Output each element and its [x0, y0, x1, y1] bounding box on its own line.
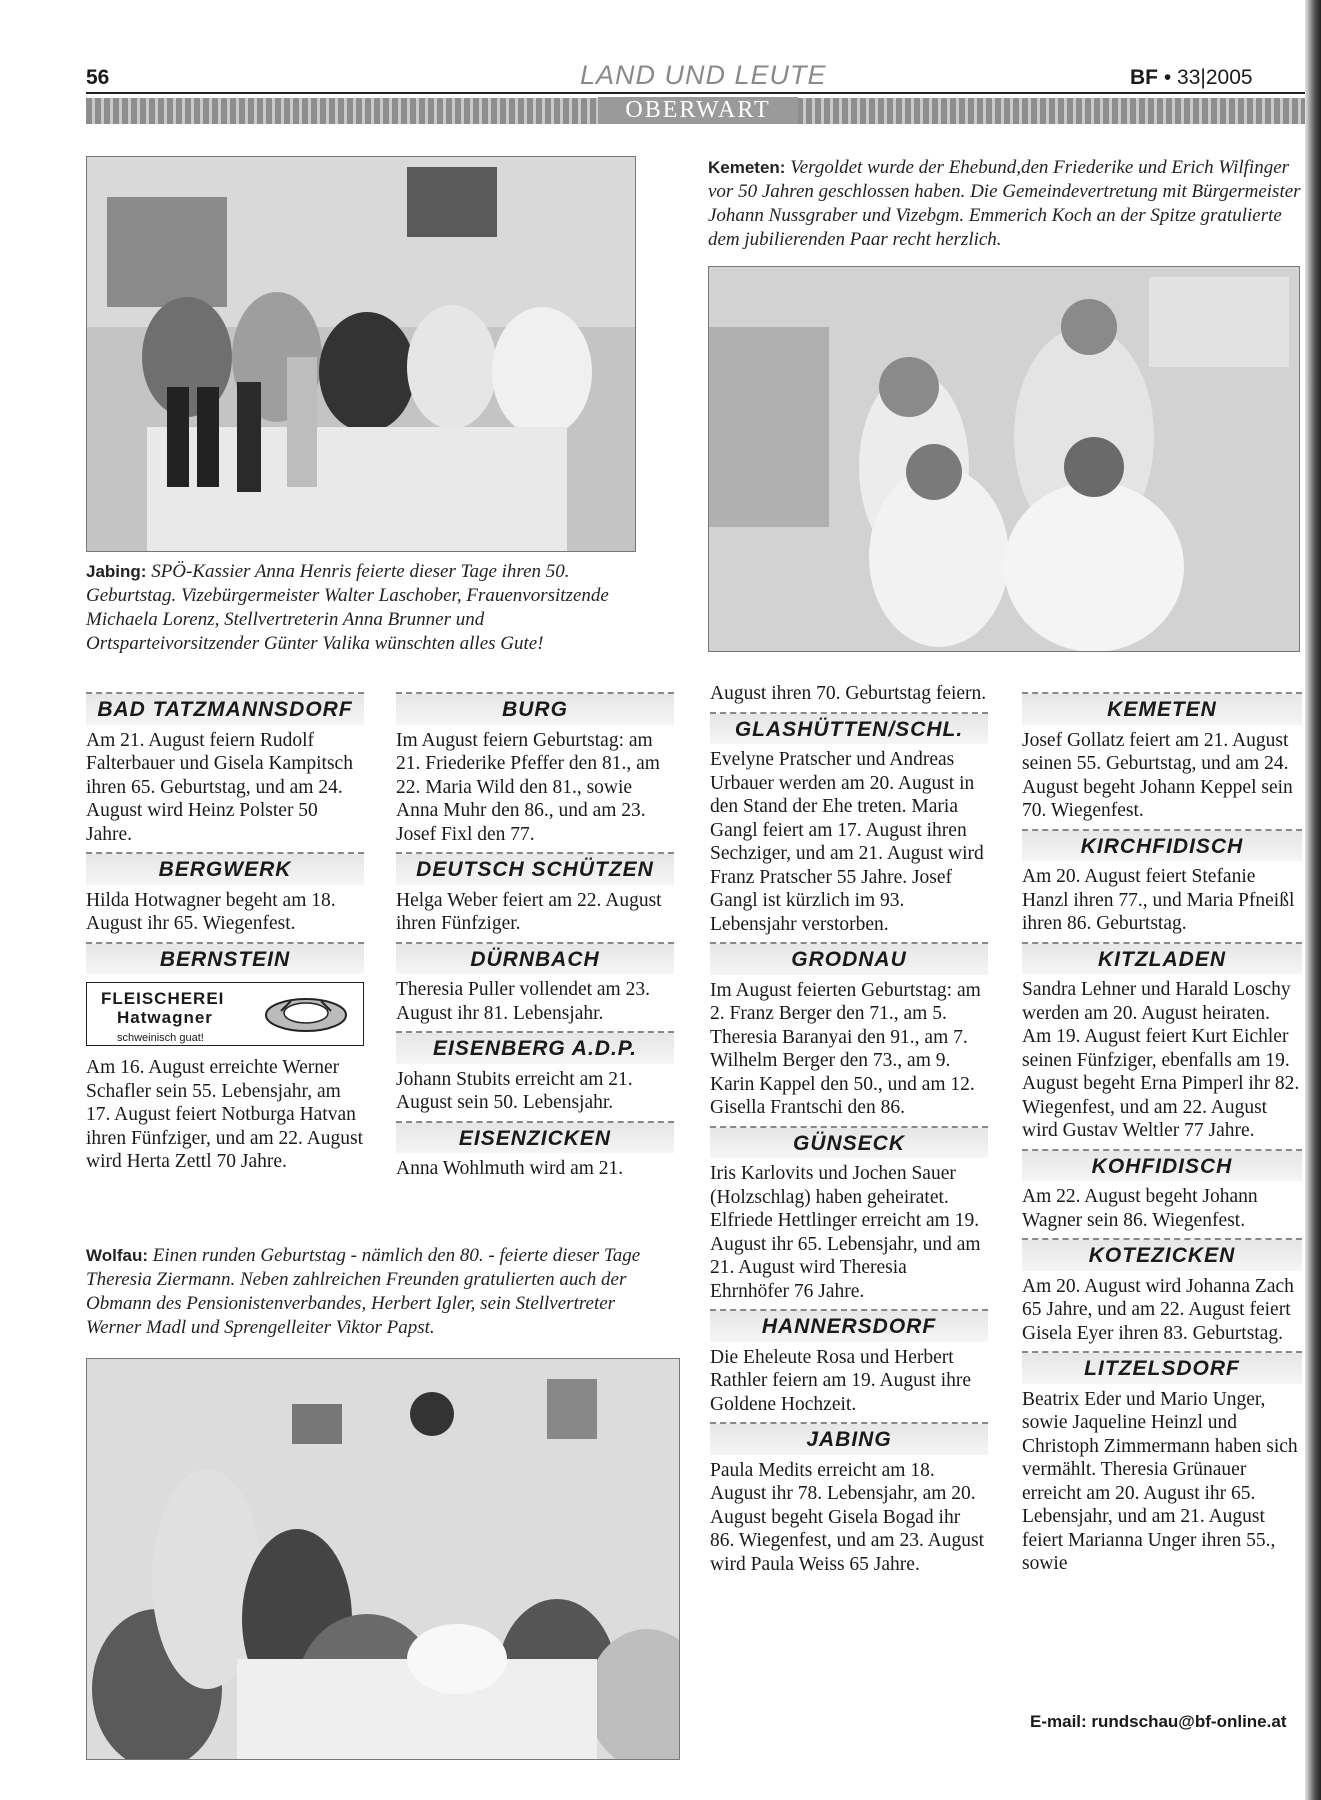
- section-heading: BAD TATZMANNSDORF: [86, 692, 364, 725]
- section-glashuetten: [710, 712, 988, 937]
- section-heading: GLASHÜTTEN/SCHL.: [710, 712, 988, 745]
- section-text: Theresia Puller vollendet am 23. August ihr 81. Lebensjahr.: [396, 979, 650, 1024]
- section-text: Am 22. August begeht Johann Wagner sein 86. Wiegenfest.: [1022, 1186, 1258, 1231]
- column-1: [86, 686, 364, 1174]
- caption-wolfau: [86, 1244, 674, 1340]
- section-grodnau: [710, 942, 988, 1120]
- section-text: Anna Wohlmuth wird am 21.: [396, 1158, 624, 1179]
- section-litzelsdorf: [1022, 1351, 1302, 1576]
- section-kitzladen: [1022, 942, 1302, 1143]
- contact-email[interactable]: E-mail: rundschau@bf-online.at: [1030, 1712, 1287, 1731]
- section-text: Die Eheleute Rosa und Herbert Rathler feiern am 19. August ihre Goldene Hochzeit.: [710, 1346, 972, 1415]
- advertisement-fleischerei: [86, 982, 364, 1046]
- section-text: Johann Stubits erreicht am 21. August sein 50. Lebensjahr.: [396, 1068, 633, 1113]
- caption-jabing-text: SPÖ-Kassier Anna Henris feierte dieser Tage ihren 50. Geburtstag. Vizebürgermeister Walter Laschober, Frauenvorsitzende Michaela Lorenz, Stellvertreterin Anna Brunner und Ortsparteivorsitzender Günter Valika wünschten alles Gute!: [86, 561, 609, 654]
- caption-wolfau-text: Einen runden Geburtstag - nämlich den 80. - feierte dieser Tage Theresia Ziermann. Neben zahlreichen Freunden gratulierten auch der Obmann des Pensionistenverbandes, Herbert Igler, sein Stellvertreter Werner Madl und Sprengelleiter Viktor Papst.: [86, 1245, 641, 1338]
- section-heading: KITZLADEN: [1022, 942, 1302, 975]
- header-rule: [86, 92, 1306, 94]
- section-kirchfidisch: [1022, 829, 1302, 936]
- photo-kemeten: [708, 266, 1300, 652]
- section-heading: DEUTSCH SCHÜTZEN: [396, 852, 674, 885]
- section-heading: HANNERSDORF: [710, 1309, 988, 1342]
- section-bernstein: [86, 942, 364, 1174]
- section-text: Am 21. August feiern Rudolf Falterbauer und Gisela Kampitsch ihren 65. Geburtstag, und am 24. August wird Heinz Polster 50 Jahre.: [86, 729, 353, 845]
- section-text: Am 16. August erreichte Werner Schafler sein 55. Lebensjahr, am 17. August feiert Notburga Hatvan ihren Fünfziger, und am 22. August wird Herta Zettl 70 Jahre.: [86, 1057, 364, 1172]
- section-burg: [396, 692, 674, 846]
- section-kotezicken: [1022, 1238, 1302, 1345]
- caption-wolfau-place: Wolfau:: [86, 1246, 149, 1265]
- caption-kemeten: [708, 156, 1304, 252]
- column-2: [396, 686, 674, 1181]
- caption-kemeten-text: Vergoldet wurde der Ehebund,den Friederike und Erich Wilfinger vor 50 Jahren geschlossen haben. Die Gemeindevertretung mit Bürgermeister Johann Nussgraber und Vizebgm. Emmerich Koch an der Spitze gratulierte dem jubilierenden Paar recht herzlich.: [708, 157, 1301, 250]
- section-heading: EISENBERG A.D.P.: [396, 1031, 674, 1064]
- page-number: 56: [86, 66, 110, 89]
- section-deutsch-schuetzen: [396, 852, 674, 936]
- section-eisenberg: [396, 1031, 674, 1115]
- section-heading: EISENZICKEN: [396, 1121, 674, 1154]
- section-text: Josef Gollatz feiert am 21. August seinen 55. Geburtstag, und am 24. August begeht Johann Keppel sein 70. Wiegenfest.: [1022, 729, 1293, 821]
- section-text: Paula Medits erreicht am 18. August ihr 78. Lebensjahr, am 20. August begeht Gisela Bogad ihr 86. Wiegenfest, und am 23. August wird Paula Weiss 65 Jahre.: [710, 1459, 984, 1575]
- section-text: Evelyne Pratscher und Andreas Urbauer werden am 20. August in den Stand der Ehe treten. Maria Gangl feiert am 17. August ihren Sechziger, und am 21. August wird Franz Pratscher 55 Jahre. Josef Gangl ist kürzlich im 93. Lebensjahr verstorben.: [710, 749, 984, 935]
- section-heading: DÜRNBACH: [396, 942, 674, 975]
- ad-line-2: Hatwagner: [117, 1008, 213, 1027]
- section-text: Hilda Hotwagner begeht am 18. August ihr 65. Wiegenfest.: [86, 889, 336, 934]
- section-heading: KOHFIDISCH: [1022, 1149, 1302, 1182]
- issue-number: • 33|2005: [1163, 66, 1253, 89]
- section-text: Iris Karlovits und Jochen Sauer (Holzschlag) haben geheiratet. Elfriede Hettlinger erreicht am 19. August ihr 65. Lebensjahr, und am 21. August wird Theresia Ehrnhöfer 76 Jahre.: [710, 1163, 981, 1302]
- section-jabing: [710, 1422, 988, 1576]
- caption-jabing: [86, 560, 642, 656]
- section-text: Im August feiern Geburtstag: am 21. Friederike Pfeffer den 81., am 22. Maria Wild den 81., sowie Anna Muhr den 86., und am 23. Josef Fixl den 77.: [396, 729, 660, 845]
- ad-slogan: schweinisch guat!: [117, 1032, 204, 1044]
- section-guenseck: [710, 1126, 988, 1304]
- column-4: [1022, 686, 1302, 1576]
- page-edge: [1305, 0, 1321, 1800]
- section-text: Sandra Lehner und Harald Loschy werden am 20. August heiraten. Am 19. August feiert Kurt Eichler seinen Fünfziger, ebenfalls am 19. August begeht Erna Pimperl ihr 82. Wiegenfest, und am 22. August wird Gustav Weltler 77 Jahre.: [1022, 979, 1300, 1141]
- issue-info: [1130, 66, 1253, 90]
- continued-text: August ihren 70. Geburtstag feiern.: [710, 683, 987, 704]
- section-text: Beatrix Eder und Mario Unger, sowie Jaqueline Heinzl und Christoph Zimmermann haben sich vermählt. Theresia Grünauer erreicht am 20. August ihr 65. Lebensjahr, und am 21. August feiert Marianna Unger ihren 55., sowie: [1022, 1388, 1298, 1574]
- photo-kemeten-image: [709, 267, 1299, 651]
- section-text: Helga Weber feiert am 22. August ihren Fünfziger.: [396, 889, 662, 934]
- photo-wolfau: [86, 1358, 680, 1760]
- section-duernbach: [396, 942, 674, 1026]
- publication-name: BF: [1130, 66, 1158, 89]
- section-heading: KOTEZICKEN: [1022, 1238, 1302, 1271]
- section-heading: JABING: [710, 1422, 988, 1455]
- region-title: OBERWART: [598, 97, 798, 124]
- photo-jabing-image: [87, 157, 635, 551]
- section-heading: LITZELSDORF: [1022, 1351, 1302, 1384]
- section-eisenzicken: [396, 1121, 674, 1181]
- photo-jabing: [86, 156, 636, 552]
- column-3: [710, 682, 988, 1576]
- section-text: Am 20. August wird Johanna Zach 65 Jahre, und am 22. August feiert Gisela Eyer ihren 83. Geburtstag.: [1022, 1275, 1294, 1344]
- section-bergwerk: [86, 852, 364, 936]
- section-kemeten: [1022, 692, 1302, 823]
- section-heading: KIRCHFIDISCH: [1022, 829, 1302, 862]
- section-heading: KEMETEN: [1022, 692, 1302, 725]
- section-text: Am 20. August feiert Stefanie Hanzl ihren 77., und Maria Pfneißl ihren 86. Geburtstag.: [1022, 866, 1295, 934]
- section-text: Im August feierten Geburtstag: am 2. Franz Berger den 71., am 5. Theresia Baranyai den 91., am 7. Wilhelm Berger den 73., am 9. Karin Kappel den 50., und am 12. Gisella Frantschi den 86.: [710, 979, 981, 1118]
- ad-line-1: FLEISCHEREI: [101, 989, 225, 1008]
- pig-icon: [261, 989, 351, 1037]
- section-heading: GRODNAU: [710, 942, 988, 975]
- photo-wolfau-image: [87, 1359, 679, 1759]
- section-heading: BERGWERK: [86, 852, 364, 885]
- section-heading: BURG: [396, 692, 674, 725]
- section-kohfidisch: [1022, 1149, 1302, 1233]
- section-hannersdorf: [710, 1309, 988, 1416]
- section-heading: GÜNSECK: [710, 1126, 988, 1159]
- caption-jabing-place: Jabing:: [86, 562, 147, 581]
- section-heading: BERNSTEIN: [86, 942, 364, 975]
- section-title: LAND UND LEUTE: [580, 60, 827, 90]
- section-bad-tatzmannsdorf: [86, 692, 364, 846]
- caption-kemeten-place: Kemeten:: [708, 158, 786, 177]
